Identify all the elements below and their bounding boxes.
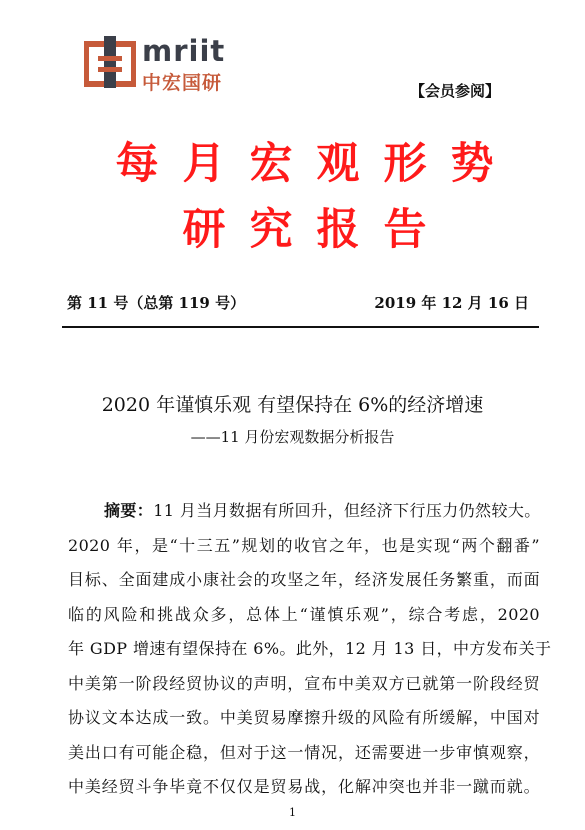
logo-text-cn: 中宏国研	[142, 72, 223, 94]
abstract-line-text: 11 月当月数据有所回升，但经济下行压力仍然较大。	[153, 501, 541, 520]
abstract-line: 年 GDP 增速有望保持在 6%。此外，12 月 13 日，中方发布关于	[68, 639, 552, 658]
abstract-line: 目标、全面建成小康社会的攻坚之年，经济发展任务繁重，而面	[68, 570, 540, 589]
article-subheadline: ——11 月份宏观数据分析报告	[190, 428, 395, 446]
header-divider	[62, 326, 539, 328]
member-tag: 【会员参阅】	[410, 82, 501, 100]
abstract-line: 2020 年，是“十三五”规划的收官之年，也是实现“两个翻番”	[68, 535, 540, 555]
abstract-line	[68, 494, 540, 529]
abstract	[68, 494, 552, 805]
abstract-line: 中美第一阶段经贸协议的声明，宣布中美双方已就第一阶段经贸	[68, 673, 540, 693]
logo	[84, 34, 244, 94]
mriit-logo-icon	[84, 34, 136, 90]
report-title-line-1: 每月宏观形势	[115, 139, 518, 189]
report-title-line-2: 研究报告	[182, 205, 451, 255]
issue-number: 第 11 号（总第 119 号）	[67, 294, 246, 312]
abstract-line: 中美经贸斗争毕竟不仅仅是贸易战，化解冲突也并非一蹴而就。	[68, 777, 540, 796]
issue-date: 2019 年 12 月 16 日	[374, 294, 529, 312]
abstract-label: 摘要：	[104, 501, 154, 520]
article-headline: 2020 年谨慎乐观 有望保持在 6%的经济增速	[101, 394, 484, 416]
abstract-line: 协议文本达成一致。中美贸易摩擦升级的风险有所缓解，中国对	[68, 708, 540, 727]
abstract-line: 临的风险和挑战众多，总体上“谨慎乐观”，综合考虑，2020	[68, 604, 540, 624]
logo-text-en: mriit	[142, 34, 226, 68]
abstract-line: 美出口有可能企稳，但对于这一情况，还需要进一步审慎观察，	[68, 742, 540, 762]
page-number: 1	[289, 806, 296, 819]
